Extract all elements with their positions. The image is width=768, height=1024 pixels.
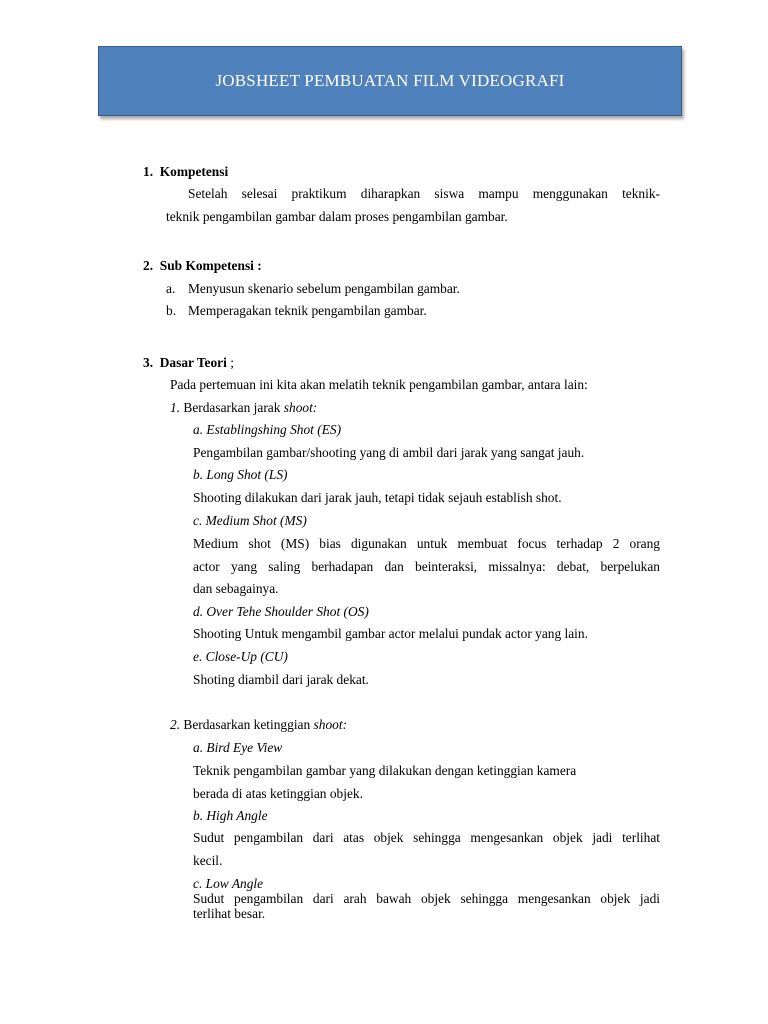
list-item <box>166 303 427 319</box>
list-marker: a. <box>166 281 176 296</box>
angle-name: b. High Angle <box>193 808 268 823</box>
group-1-heading <box>170 400 317 416</box>
section-number: 3. <box>143 355 154 370</box>
section-title-suffix: ; <box>226 355 234 370</box>
section-number: 2. <box>143 258 154 273</box>
shot-description: dan sebagainya. <box>193 581 279 596</box>
shot-name: c. Medium Shot (MS) <box>193 513 307 528</box>
angle-description: berada di atas ketinggian objek. <box>193 786 363 801</box>
angle-description: kecil. <box>193 853 223 868</box>
shot-name: d. Over Tehe Shoulder Shot (OS) <box>193 604 369 619</box>
shot-description: Shooting dilakukan dari jarak jauh, tetapi tidak sejauh establish shot. <box>193 490 562 505</box>
group-number: 1. <box>170 400 181 415</box>
section-number: 1. <box>143 164 154 179</box>
section-1-para-line2: teknik pengambilan gambar dalam proses pengambilan gambar. <box>166 209 508 224</box>
group-2-heading <box>170 717 347 733</box>
section-2-heading <box>143 258 262 274</box>
title-banner <box>98 46 682 116</box>
section-title: Kompetensi <box>159 164 229 179</box>
angle-description: Sudut pengambilan dari arah bawah objek sehingga mengesankan objek jadi <box>193 891 660 906</box>
section-3-intro: Pada pertemuan ini kita akan melatih teknik pengambilan gambar, antara lain: <box>170 377 588 392</box>
section-3-heading <box>143 355 234 371</box>
group-label-italic: shoot: <box>283 400 318 415</box>
shot-description: Pengambilan gambar/shooting yang di ambil dari jarak yang sangat jauh. <box>193 445 585 460</box>
group-label: Berdasarkan ketinggian <box>180 717 314 732</box>
shot-description: Shoting diambil dari jarak dekat. <box>193 672 369 687</box>
section-title: Sub Kompetensi : <box>159 258 262 273</box>
list-marker: b. <box>166 303 177 318</box>
angle-name: a. Bird Eye View <box>193 740 283 755</box>
shot-description: actor yang saling berhadapan dan beinteraksi, missalnya: debat, berpelukan <box>193 559 660 574</box>
angle-description: Teknik pengambilan gambar yang dilakukan dengan ketinggian kamera <box>193 763 577 778</box>
angle-description: Sudut pengambilan dari atas objek sehingga mengesankan objek jadi terlihat <box>193 830 660 845</box>
group-label: Berdasarkan jarak <box>180 400 284 415</box>
shot-name: e. Close-Up (CU) <box>193 649 288 664</box>
shot-name: a. Establingshing Shot (ES) <box>193 422 342 437</box>
section-title: Dasar Teori <box>159 355 227 370</box>
list-item <box>166 281 460 297</box>
angle-name: c. Low Angle <box>193 876 264 891</box>
group-label-italic: shoot: <box>313 717 348 732</box>
shot-description: Shooting Untuk mengambil gambar actor melalui pundak actor yang lain. <box>193 626 588 641</box>
angle-description: terlihat besar. <box>193 906 266 921</box>
section-1-heading <box>143 164 228 180</box>
list-text: Menyusun skenario sebelum pengambilan gambar. <box>188 281 460 296</box>
document-title: JOBSHEET PEMBUATAN FILM VIDEOGRAFI <box>215 71 565 90</box>
shot-name: b. Long Shot (LS) <box>193 467 288 482</box>
group-number: 2. <box>170 717 181 732</box>
section-1-para-line1: Setelah selesai praktikum diharapkan siswa mampu menggunakan teknik- <box>188 186 660 201</box>
list-text: Memperagakan teknik pengambilan gambar. <box>188 303 427 318</box>
shot-description: Medium shot (MS) bias digunakan untuk membuat focus terhadap 2 orang <box>193 536 660 551</box>
